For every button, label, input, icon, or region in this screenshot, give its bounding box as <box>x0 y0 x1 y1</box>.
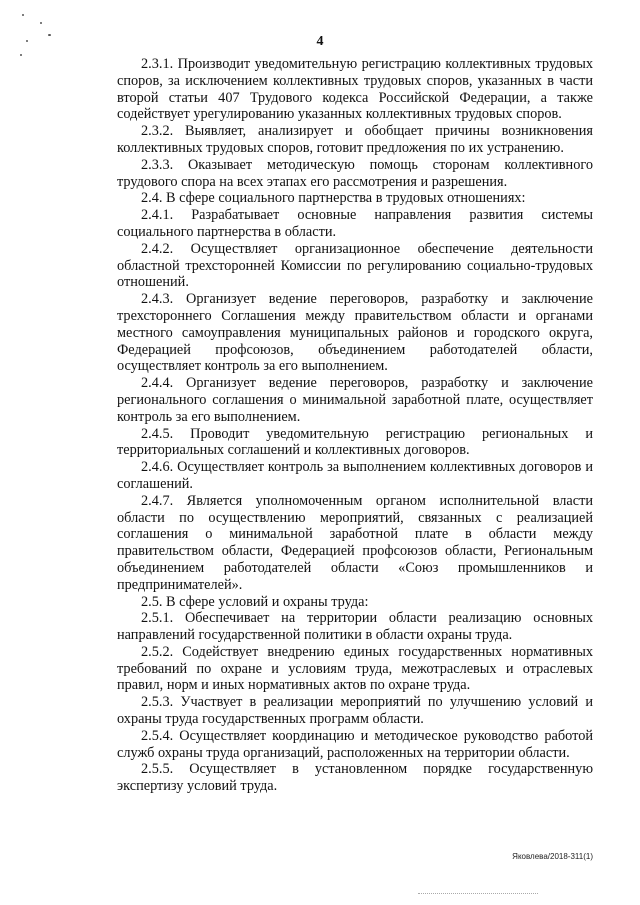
scan-speck <box>20 54 22 56</box>
paragraph-2-3-2: 2.3.2. Выявляет, анализирует и обобщает причины возникновения коллективных трудовых споров, готовит предложения по их устранению. <box>117 123 593 156</box>
paragraph-2-4-2: 2.4.2. Осуществляет организационное обеспечение деятельности областной трехсторонней Комиссии по регулированию социально-трудовых отношений. <box>117 240 593 291</box>
paragraph-2-5-2: 2.5.2. Содействует внедрению единых государственных нормативных требований по охране и условиям труда, межотраслевых и отраслевых правил, норм и иных нормативных актов по охране труда. <box>117 643 593 694</box>
scan-speck <box>40 22 42 24</box>
paragraph-2-5-3: 2.5.3. Участвует в реализации мероприятий по улучшению условий и охраны труда государственных программ области. <box>117 694 593 728</box>
paragraph-2-5-5: 2.5.5. Осуществляет в установленном порядке государственную экспертизу условий труда. <box>117 761 593 795</box>
paragraph-2-4-7: 2.4.7. Является уполномоченным органом исполнительной власти области по осуществлению мероприятий, связанных с реализацией соглашения о минимальной заработной плате в области между правительством области, Федерацией профсоюзов области, Региональным объединением работодателей области «Союз промышленников и предпринимателей». <box>117 492 593 593</box>
scan-speck <box>22 14 24 16</box>
footer-code: Яковлева/2018-311(1) <box>512 852 593 861</box>
paragraph-2-3-3: 2.3.3. Оказывает методическую помощь сторонам коллективного трудового спора на всех этапах его рассмотрения и разрешения. <box>117 156 593 190</box>
scan-artifact-line <box>418 893 538 894</box>
paragraph-2-5-4: 2.5.4. Осуществляет координацию и методическое руководство работой служб охраны труда организаций, расположенных на территории области. <box>117 727 593 761</box>
paragraph-2-4-4: 2.4.4. Организует ведение переговоров, разработку и заключение регионального соглашения о минимальной заработной плате, осуществляет контроль за его выполнением. <box>117 375 593 425</box>
paragraph-2-5-1: 2.5.1. Обеспечивает на территории области реализацию основных направлений государственной политики в области охраны труда. <box>117 610 593 644</box>
section-heading-2-4: 2.4. В сфере социального партнерства в трудовых отношениях: <box>141 190 526 207</box>
section-heading-2-5: 2.5. В сфере условий и охраны труда: <box>141 593 369 610</box>
page-number: 4 <box>316 34 324 49</box>
paragraph-2-3-1: 2.3.1. Производит уведомительную регистрацию коллективных трудовых споров, за исключением коллективных трудовых споров, указанных в части второй статьи 407 Трудового кодекса Российской Федерации, а также содействует урегулированию указанных коллективных трудовых споров. <box>117 56 593 123</box>
paragraph-2-4-1: 2.4.1. Разрабатывает основные направления развития системы социального партнерства в области. <box>117 207 593 240</box>
paragraph-2-4-6: 2.4.6. Осуществляет контроль за выполнением коллективных договоров и соглашений. <box>117 459 593 492</box>
document-body <box>117 56 593 795</box>
paragraph-2-4-3: 2.4.3. Организует ведение переговоров, разработку и заключение трехстороннего Соглашения между правительством области и органами местного самоуправления муниципальных районов и городского округа, Федерацией профсоюзов, объединением работодателей области, осуществляет контроль за его выполнением. <box>117 291 593 375</box>
paragraph-2-4-5: 2.4.5. Проводит уведомительную регистрацию региональных и территориальных соглашений и коллективных договоров. <box>117 425 593 459</box>
